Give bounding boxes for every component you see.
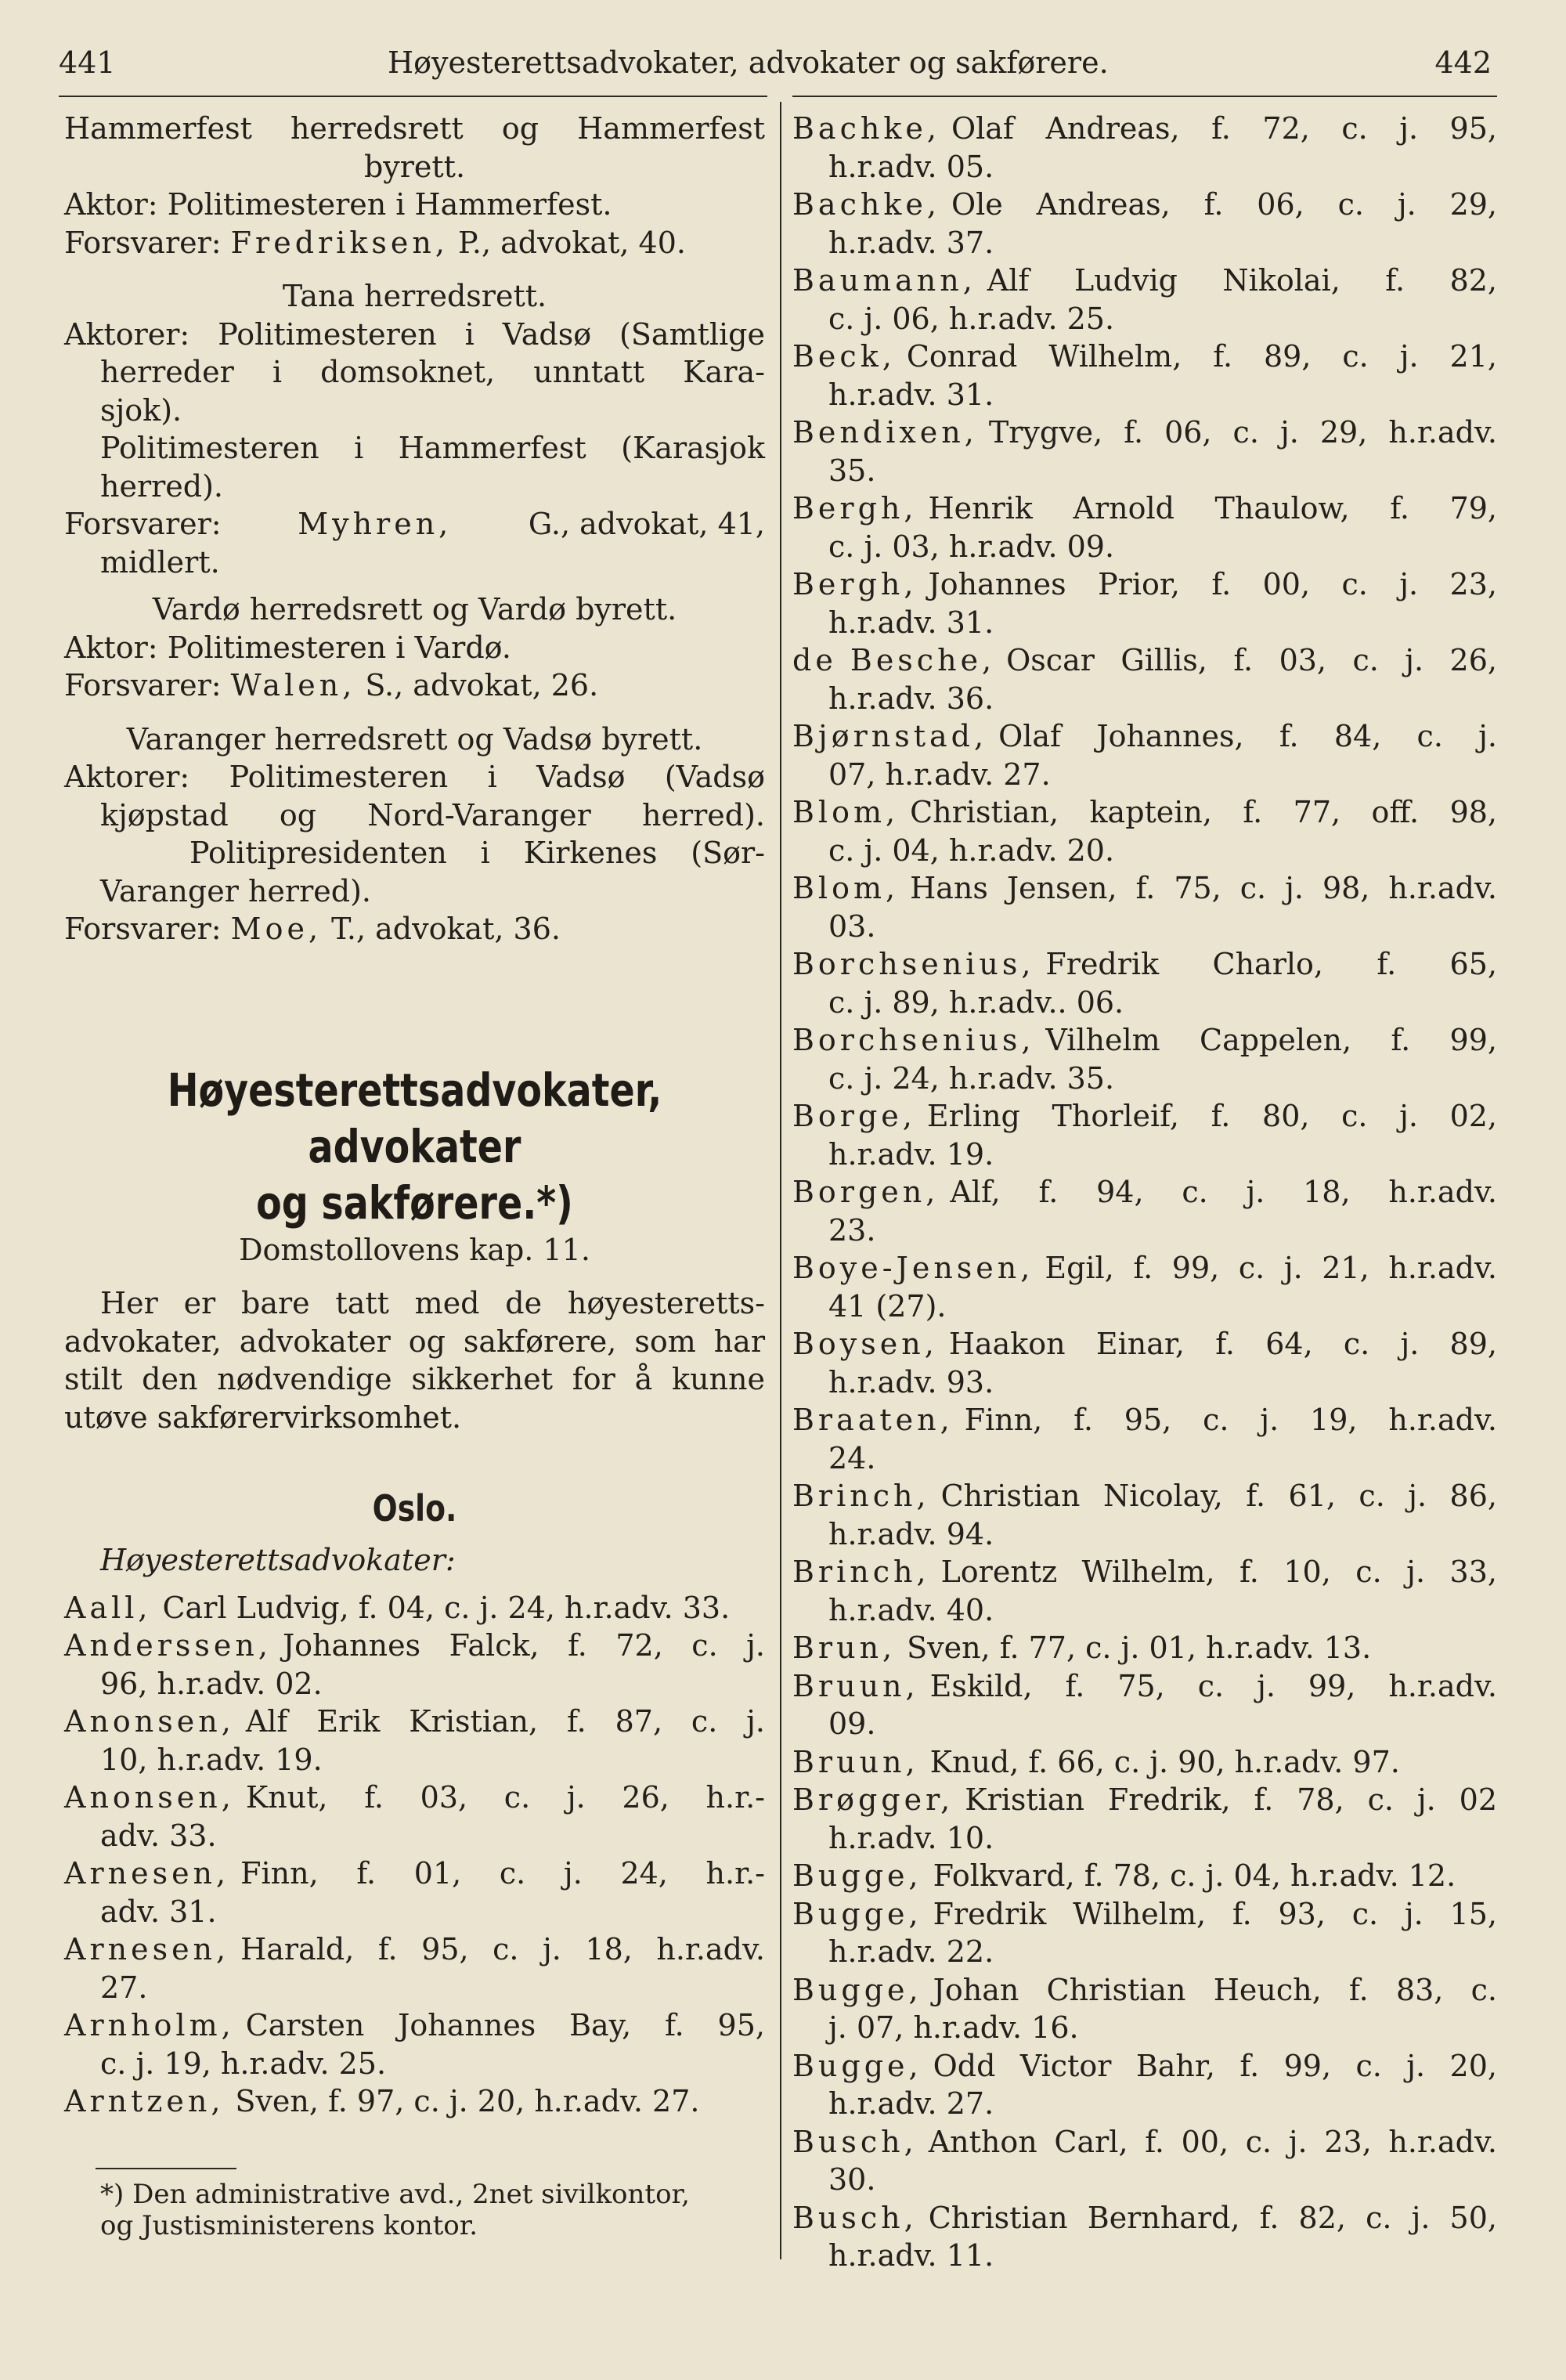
entry-details: Sven, f. 77, c. j. 01, h.r.adv. 13. [907, 1631, 1372, 1665]
entry-details: Anthon Carl, f. 00, c. j. 23, h.r.adv. [928, 2124, 1497, 2159]
entry-continuation: h.r.adv. 37. [828, 225, 994, 260]
entry-details: Harald, f. 95, c. j. 18, h.r.adv. [240, 1932, 765, 1966]
entry-details: Johannes Prior, f. 00, c. j. 23, [928, 567, 1497, 601]
main-heading: Høyesterettsadvokater, advokater [167, 1063, 662, 1173]
text-line: herreder i domsoknet, unntatt Kara- [100, 355, 765, 389]
entry-details: Olaf Andreas, f. 72, c. j. 95, [951, 111, 1497, 146]
text-line: Aktorer: Politimesteren i Vadsø (Samtlige [64, 316, 765, 352]
entry-name: Borchsenius, [792, 1023, 1035, 1057]
text-line: Varanger herred). [100, 873, 371, 908]
forsvarer-details: S., advokat, 26. [365, 668, 599, 702]
entry-details: Johan Christian Heuch, f. 83, c. [933, 1972, 1497, 2007]
entry-details: Johannes Falck, f. 72, c. j. [282, 1628, 765, 1663]
entry-continuation: c. j. 89, h.r.adv.. 06. [828, 984, 1124, 1020]
list-item [792, 414, 1497, 489]
entry-name: de Besche, [792, 643, 996, 677]
entry-details: Trygve, f. 06, c. j. 29, h.r.adv. [988, 415, 1497, 450]
entry-name: Arnesen, [64, 1932, 230, 1966]
entry-details: Carsten Johannes Bay, f. 95, [245, 2008, 765, 2042]
footnote-rule [96, 2168, 236, 2169]
entry-continuation: 10, h.r.adv. 19. [100, 1742, 323, 1777]
list-item [792, 1021, 1497, 1097]
entry-name: Anonsen, [64, 1704, 235, 1739]
list-item [64, 1589, 765, 1627]
forsvarer-line [64, 224, 765, 262]
entry-details: Erling Thorleif, f. 80, c. j. 02, [926, 1099, 1497, 1133]
left-column [64, 110, 765, 2241]
aktor-value: Politimesteren i Vardø. [167, 630, 511, 665]
entry-continuation: j. 07, h.r.adv. 16. [828, 2010, 1079, 2045]
list-item [792, 110, 1497, 186]
page-number-right: 442 [1434, 45, 1492, 80]
list-item [792, 338, 1497, 414]
list-item [792, 1401, 1497, 1477]
page-number-left: 441 [59, 45, 116, 80]
aktor-label: Aktor: [64, 187, 158, 222]
main-heading: og sakførere.*) [256, 1176, 573, 1230]
list-item [792, 1477, 1497, 1553]
list-item [792, 641, 1497, 717]
list-item [792, 1781, 1497, 1857]
entry-name: Bachke, [792, 187, 940, 222]
list-item [792, 869, 1497, 945]
forsvarer-line [64, 505, 765, 544]
entry-continuation: h.r.adv. 11. [828, 2238, 994, 2273]
entry-name: Blom, [792, 795, 900, 829]
text-line: kjøpstad og Nord-Varanger herred). [100, 797, 765, 832]
entry-continuation: adv. 33. [100, 1818, 217, 1853]
entry-details: Sven, f. 97, c. j. 20, h.r.adv. 27. [235, 2084, 700, 2118]
entry-details: Hans Jensen, f. 75, c. j. 98, h.r.adv. [910, 871, 1497, 905]
entry-details: Henrik Arnold Thaulow, f. 79, [928, 491, 1497, 525]
entry-name: Baumann, [792, 263, 976, 298]
entry-continuation: h.r.adv. 93. [828, 1364, 994, 1399]
entry-details: Folkvard, f. 78, c. j. 04, h.r.adv. 12. [933, 1858, 1456, 1893]
list-item [64, 1855, 765, 1930]
entry-details: Christian Bernhard, f. 82, c. j. 50, [928, 2200, 1497, 2235]
entry-continuation: 07, h.r.adv. 27. [828, 757, 1051, 792]
entry-continuation: 03. [828, 908, 876, 944]
entry-details: Fredrik Wilhelm, f. 93, c. j. 15, [933, 1896, 1497, 1931]
footnote: *) Den administrative avd., 2net sivilkontor, [100, 2178, 690, 2210]
entry-name: Bergh, [792, 491, 918, 525]
list-item [64, 1779, 765, 1855]
entry-details: Carl Ludvig, f. 04, c. j. 24, h.r.adv. 33. [162, 1590, 731, 1625]
list-item [64, 2006, 765, 2082]
entry-continuation: h.r.adv. 94. [828, 1516, 994, 1551]
right-column [792, 110, 1497, 2275]
entry-details: Finn, f. 01, c. j. 24, h.r.- [240, 1856, 765, 1891]
entry-continuation: 30. [828, 2162, 876, 2197]
entry-continuation: c. j. 06, h.r.adv. 25. [828, 301, 1115, 336]
text-line: Aktorer: Politimesteren i Vadsø (Vadsø [64, 760, 765, 794]
text-line: Politimesteren i Hammerfest (Karasjok [100, 431, 765, 465]
text-line: midlert. [100, 544, 220, 580]
entry-details: Finn, f. 95, c. j. 19, h.r.adv. [964, 1403, 1497, 1437]
entry-name: Anderssen, [64, 1628, 272, 1663]
entry-name: Bruun, [792, 1744, 919, 1779]
forsvarer-name: Moe, [230, 912, 323, 946]
entry-name: Boye-Jensen, [792, 1251, 1034, 1285]
entry-name: Bergh, [792, 567, 918, 601]
list-item [792, 945, 1497, 1021]
entry-details: Christian Nicolay, f. 61, c. j. 86, [940, 1479, 1497, 1513]
list-item [792, 1971, 1497, 2047]
forsvarer-label: Forsvarer: [64, 912, 222, 946]
entry-continuation: h.r.adv. 40. [828, 1592, 994, 1627]
forsvarer-name: Walen, [230, 668, 356, 702]
subheading: Domstollovens kap. 11. [239, 1232, 590, 1267]
entry-continuation: 09. [828, 1706, 876, 1741]
forsvarer-label: Forsvarer: [64, 668, 222, 702]
entry-name: Anonsen, [64, 1780, 235, 1815]
category-heading: Høyesterettsadvokater: [100, 1543, 456, 1577]
entry-continuation: c. j. 04, h.r.adv. 20. [828, 832, 1115, 868]
entry-name: Blom, [792, 871, 900, 905]
list-item [792, 793, 1497, 869]
entry-details: Fredrik Charlo, f. 65, [1045, 947, 1497, 981]
list-item [792, 1629, 1497, 1667]
entry-name: Arnholm, [64, 2008, 235, 2042]
list-item [792, 717, 1497, 793]
entry-name: Borge, [792, 1099, 916, 1133]
entry-continuation: 23. [828, 1212, 876, 1248]
city-heading: Oslo. [372, 1487, 457, 1529]
aktor-label: Aktor: [64, 630, 158, 665]
entry-continuation: 24. [828, 1440, 876, 1475]
text-line: herred). [100, 468, 224, 504]
entry-continuation: h.r.adv. 27. [828, 2086, 994, 2121]
entry-details: Egil, f. 99, c. j. 21, h.r.adv. [1045, 1251, 1497, 1285]
list-item [64, 1627, 765, 1703]
list-item [792, 1097, 1497, 1173]
forsvarer-details: G., advokat, 41, [528, 507, 765, 541]
aktor-line [64, 186, 765, 224]
intro-text: stilt den nødvendige sikkerhet for å kunne [64, 1362, 765, 1396]
running-title: Høyesterettsadvokater, advokater og sakførere. [388, 45, 1109, 80]
footnote: og Justisministerens kontor. [100, 2209, 478, 2241]
entry-details: Eskild, f. 75, c. j. 99, h.r.adv. [929, 1668, 1497, 1703]
list-item [64, 2082, 765, 2121]
list-item [792, 1857, 1497, 1895]
entry-continuation: h.r.adv. 31. [828, 605, 994, 640]
section-title: Hammerfest herredsrett og Hammerfest [64, 111, 765, 146]
entry-details: Knud, f. 66, c. j. 90, h.r.adv. 97. [929, 1744, 1400, 1779]
text-line: sjok). [100, 392, 182, 428]
intro-text: advokater, advokater og sakførere, som har [64, 1324, 765, 1359]
forsvarer-details: T., advokat, 36. [331, 912, 561, 946]
list-item [792, 2047, 1497, 2123]
entry-name: Brinch, [792, 1555, 930, 1589]
intro-text: utøve sakførervirksomhet. [64, 1399, 462, 1435]
list-item [792, 489, 1497, 565]
entry-continuation: 96, h.r.adv. 02. [100, 1666, 323, 1701]
entry-continuation: h.r.adv. 10. [828, 1820, 994, 1855]
entry-continuation: c. j. 19, h.r.adv. 25. [100, 2046, 387, 2081]
header-rule-left [59, 96, 767, 97]
list-item [792, 1553, 1497, 1629]
entry-name: Bugge, [792, 1972, 922, 2007]
list-item [64, 1703, 765, 1779]
entry-name: Bachke, [792, 111, 940, 146]
entry-details: Oscar Gillis, f. 03, c. j. 26, [1006, 643, 1497, 677]
list-item [792, 1743, 1497, 1782]
text-line: Politipresidenten i Kirkenes (Sør- [189, 836, 765, 870]
entry-details: Knut, f. 03, c. j. 26, h.r.- [245, 1780, 765, 1815]
list-item [792, 186, 1497, 262]
section-title: Tana herredsrett. [282, 279, 547, 313]
forsvarer-line [64, 666, 765, 705]
entry-name: Bugge, [792, 2048, 922, 2083]
list-item [792, 262, 1497, 338]
entry-continuation: h.r.adv. 19. [828, 1136, 994, 1172]
entry-details: Alf Erik Kristian, f. 87, c. j. [245, 1704, 765, 1739]
forsvarer-line [64, 910, 765, 948]
entry-continuation: c. j. 03, h.r.adv. 09. [828, 529, 1115, 564]
list-item [792, 1895, 1497, 1971]
entry-name: Brinch, [792, 1479, 930, 1513]
list-item [792, 2199, 1497, 2275]
section-title: byrett. [363, 149, 466, 184]
entry-details: Odd Victor Bahr, f. 99, c. j. 20, [933, 2048, 1497, 2083]
entry-details: Ole Andreas, f. 06, c. j. 29, [951, 187, 1497, 222]
forsvarer-label: Forsvarer: [64, 507, 222, 541]
entry-list-right [792, 110, 1497, 2275]
entry-details: Christian, kaptein, f. 77, off. 98, [910, 795, 1497, 829]
entry-name: Braaten, [792, 1403, 954, 1437]
entry-name: Brun, [792, 1631, 897, 1665]
forsvarer-details: P., advokat, 40. [458, 225, 686, 260]
aktor-line [64, 629, 765, 667]
entry-name: Bruun, [792, 1668, 919, 1703]
list-item [792, 2123, 1497, 2199]
entry-continuation: 35. [828, 453, 876, 488]
list-item [792, 1173, 1497, 1249]
entry-details: Kristian Fredrik, f. 78, c. j. 02 [965, 1782, 1497, 1817]
entry-name: Bugge, [792, 1896, 922, 1931]
entry-details: Haakon Einar, f. 64, c. j. 89, [948, 1327, 1497, 1361]
entry-list-left [64, 1589, 765, 2121]
list-item [792, 1667, 1497, 1743]
entry-name: Beck, [792, 339, 896, 374]
entry-details: Alf Ludvig Nikolai, f. 82, [987, 263, 1497, 298]
list-item [64, 1930, 765, 2006]
entry-name: Arntzen, [64, 2084, 225, 2118]
list-item [792, 1249, 1497, 1325]
entry-name: Boysen, [792, 1327, 938, 1361]
entry-name: Busch, [792, 2200, 918, 2235]
entry-details: Conrad Wilhelm, f. 89, c. j. 21, [906, 339, 1497, 374]
entry-continuation: h.r.adv. 36. [828, 681, 994, 716]
entry-continuation: 27. [100, 1970, 148, 2005]
aktor-value: Politimesteren i Hammerfest. [167, 187, 612, 222]
entry-name: Busch, [792, 2124, 918, 2159]
entry-name: Borchsenius, [792, 947, 1035, 981]
intro-text: Her er bare tatt med de høyesteretts- [100, 1286, 765, 1320]
entry-name: Bjørnstad, [792, 719, 988, 753]
entry-name: Bendixen, [792, 415, 978, 450]
section-title: Varanger herredsrett og Vadsø byrett. [126, 721, 703, 757]
entry-details: Lorentz Wilhelm, f. 10, c. j. 33, [940, 1555, 1497, 1589]
forsvarer-label: Forsvarer: [64, 225, 222, 260]
entry-name: Brøgger, [792, 1782, 954, 1817]
section-title: Vardø herredsrett og Vardø byrett. [152, 592, 677, 627]
entry-continuation: h.r.adv. 05. [828, 149, 994, 184]
entry-continuation: h.r.adv. 22. [828, 1934, 994, 1969]
forsvarer-name: Fredriksen, [230, 225, 449, 260]
entry-continuation: adv. 31. [100, 1894, 217, 1929]
entry-name: Arnesen, [64, 1856, 230, 1891]
entry-continuation: c. j. 24, h.r.adv. 35. [828, 1060, 1115, 1096]
page-header [59, 39, 1492, 86]
entry-name: Bugge, [792, 1858, 922, 1893]
header-rule-right [792, 96, 1497, 97]
entry-name: Aall, [64, 1590, 152, 1625]
list-item [792, 1325, 1497, 1401]
entry-continuation: 41 (27). [828, 1288, 947, 1324]
list-item [792, 565, 1497, 641]
entry-details: Vilhelm Cappelen, f. 99, [1045, 1023, 1497, 1057]
entry-details: Alf, f. 94, c. j. 18, h.r.adv. [950, 1175, 1497, 1209]
entry-continuation: h.r.adv. 31. [828, 377, 994, 412]
entry-details: Olaf Johannes, f. 84, c. j. [998, 719, 1497, 753]
entry-name: Borgen, [792, 1175, 940, 1209]
column-divider [780, 102, 781, 2259]
forsvarer-name: Myhren, [298, 507, 453, 541]
